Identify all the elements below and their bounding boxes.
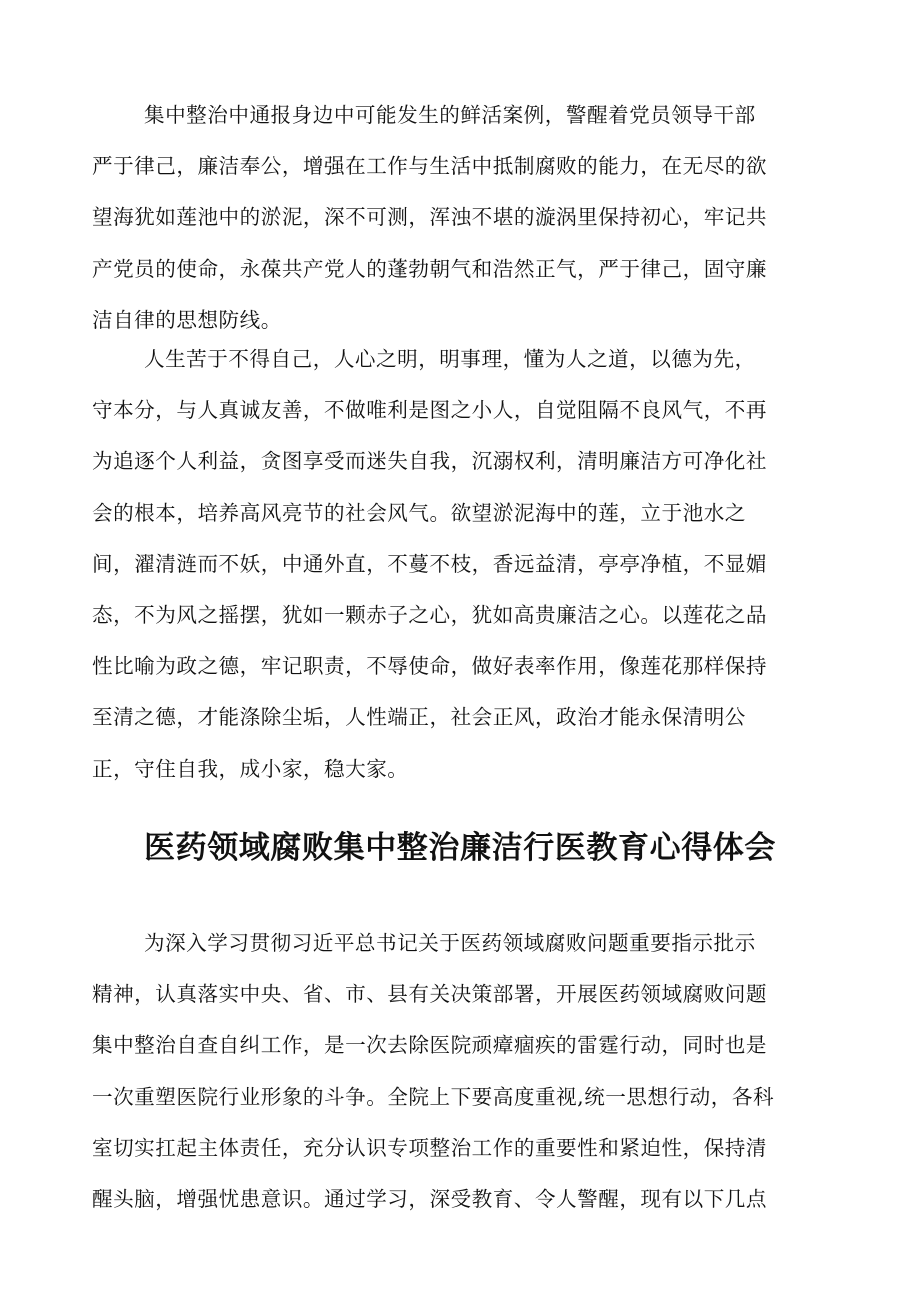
paragraph-2-line: 至清之德，才能涤除尘垢，人性端正，社会正风，政治才能永保清明公 xyxy=(92,705,746,730)
paragraph-2-line: 性比喻为政之德，牢记职责，不辱使命，做好表率作用，像莲花那样保持 xyxy=(92,654,767,679)
paragraph-2 xyxy=(92,334,836,795)
paragraph-3-line: 醒头脑，增强忧患意识。通过学习，深受教育、令人警醒，现有以下几点 xyxy=(92,1186,767,1211)
paragraph-1-line: 集中整治中通报身边中可能发生的鲜活案例，警醒着党员领导干部 xyxy=(144,103,756,127)
paragraph-2-line: 间，濯清涟而不妖，中通外直，不蔓不枝，香远益清，亭亭净植，不显媚 xyxy=(92,551,767,576)
paragraph-1-line: 严于律己，廉洁奉公，增强在工作与生活中抵制腐败的能力，在无尽的欲 xyxy=(92,154,767,179)
paragraph-2-line: 人生苦于不得自己，人心之明，明事理，懂为人之道，以德为先， xyxy=(144,347,756,371)
paragraph-2-line: 态，不为风之摇摆，犹如一颗赤子之心，犹如高贵廉洁之心。以莲花之品 xyxy=(92,602,767,627)
paragraph-2-line: 守本分，与人真诚友善，不做唯利是图之小人，自觉阻隔不良风气，不再 xyxy=(92,398,767,423)
paragraph-3-line: 为深入学习贯彻习近平总书记关于医药领域腐败问题重要指示批示 xyxy=(144,931,756,955)
paragraph-1-line: 产党员的使命，永葆共产党人的蓬勃朝气和浩然正气，严于律己，固守廉 xyxy=(92,256,767,281)
section-heading: 医药领域腐败集中整治廉洁行医教育心得体会 xyxy=(144,830,776,866)
paragraph-3 xyxy=(92,918,836,1225)
paragraph-1-line: 望海犹如莲池中的淤泥，深不可测，浑浊不堪的漩涡里保持初心，牢记共 xyxy=(92,205,767,230)
paragraph-3-line: 精神，认真落实中央、省、市、县有关决策部署，开展医药领域腐败问题 xyxy=(92,982,767,1007)
paragraph-2-line: 会的根本，培养高风亮节的社会风气。欲望淤泥海中的莲，立于池水之 xyxy=(92,500,746,525)
paragraph-3-line: 室切实扛起主体责任，充分认识专项整治工作的重要性和紧迫性，保持清 xyxy=(92,1135,767,1160)
paragraph-3-line: 一次重塑医院行业形象的斗争。全院上下要高度重视,统一思想行动，各科 xyxy=(92,1084,775,1109)
paragraph-2-line: 为追逐个人利益，贪图享受而迷失自我，沉溺权利，清明廉洁方可净化社 xyxy=(92,449,767,474)
paragraph-1 xyxy=(92,90,836,346)
paragraph-2-line: 正，守住自我，成小家，稳大家。 xyxy=(92,756,409,781)
paragraph-1-line: 洁自律的思想防线。 xyxy=(92,307,282,332)
paragraph-3-line: 集中整治自查自纠工作，是一次去除医院顽瘴痼疾的雷霆行动，同时也是 xyxy=(92,1033,767,1058)
